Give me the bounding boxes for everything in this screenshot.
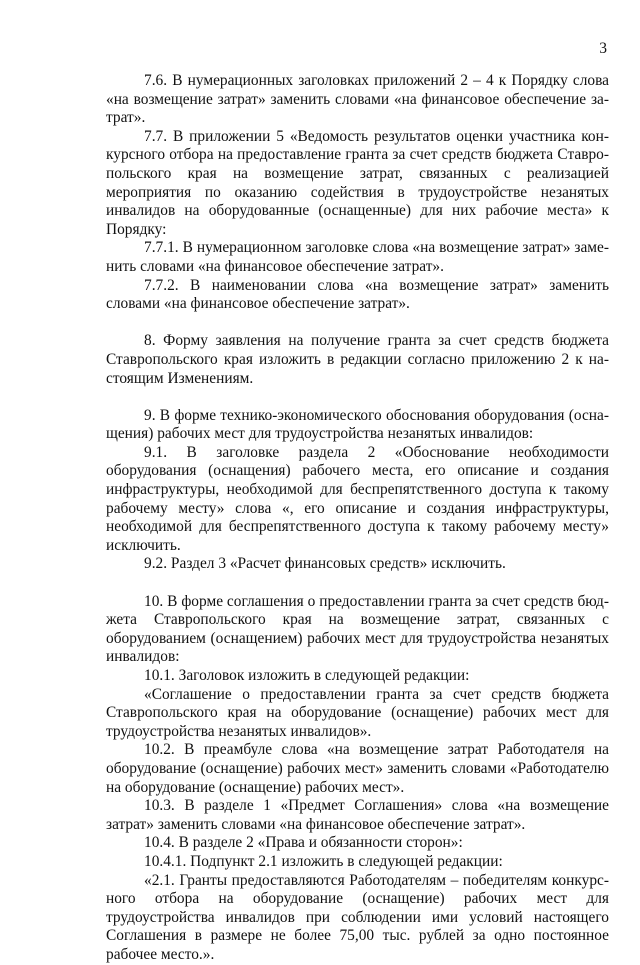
section-item-7 [106,72,609,314]
paragraph-10: 10. В форме соглашения о предоставлении гранта за счет средств бюджета Ставропольского края на возмещение затрат, связанных с оборудованием (оснащением) рабочих мест для трудоустройства незанятых инвалидов: [106,592,609,666]
paragraph-9-1: 9.1. В заголовке раздела 2 «Обоснование необходимости оборудования (оснащения) рабочего места, его описание и создания инфраструктуры, необходимой для беспрепятственного доступа к такому рабочему месту» слова «, его описание и создания инфраструктуры, необходимой для беспрепятственного доступа к такому рабочему месту» исключить. [106,443,609,554]
section-item-9 [106,407,609,574]
paragraph-8: 8. Форму заявления на получение гранта за счет средств бюджета Ставропольского края изложить в редакции согласно приложению 2 к настоящим Изменениям. [106,332,609,387]
paragraph-7-7: 7.7. В приложении 5 «Ведомость результатов оценки участника конкурсного отбора на предоставление гранта за счет средств бюджета Ставропольского края на возмещение затрат, связанных с реализацией мероприятия по оказанию содействия в трудоустройстве незанятых инвалидов на оборудованные (оснащенные) для них рабочие места» к Порядку: [106,127,609,238]
paragraph-9: 9. В форме технико-экономического обоснования оборудования (оснащения) рабочих мест для трудоустройства незанятых инвалидов: [106,406,609,443]
paragraph-10-4-1: 10.4.1. Подпункт 2.1 изложить в следующей редакции: [144,852,503,870]
paragraph-9-2: 9.2. Раздел 3 «Расчет финансовых средств» исключить. [144,555,506,573]
paragraph-10-3: 10.3. В разделе 1 «Предмет Соглашения» слова «на возмещение затрат» заменить словами «на финансовое обеспечение затрат». [106,797,609,833]
paragraph-10-2: 10.2. В преамбуле слова «на возмещение затрат Работодателя на оборудование (оснащение) рабочих мест» заменить словами «Работодателю на оборудование (оснащение) рабочих мест». [106,741,609,796]
paragraph-10-4-1-quote: «2.1. Гранты предоставляются Работодателям – победителям конкурсного отбора на оборудование (оснащение) рабочих мест для трудоустройства инвалидов при соблюдении ими условий настоящего Соглашения в размере не более 75,00 тыс. рублей за одно постоянное рабочее место.». [106,871,609,963]
section-item-10 [106,593,609,965]
paragraph-10-1: 10.1. Заголовок изложить в следующей редакции: [144,667,470,684]
paragraph-7-6: 7.6. В нумерационных заголовках приложений 2 – 4 к Порядку слова «на возмещение затрат» заменить словами «на финансовое обеспечение затрат». [106,72,609,127]
paragraph-7-7-2: 7.7.2. В наименовании слова «на возмещение затрат» заменить словами «на финансовое обеспечение затрат». [106,276,609,313]
section-item-8 [106,332,609,388]
section-spacer [106,574,609,593]
paragraph-10-4: 10.4. В разделе 2 «Права и обязанности сторон»: [144,834,463,852]
paragraph-10-1-quote: «Соглашение о предоставлении гранта за счет средств бюджета Ставропольского края на оборудование (оснащение) рабочих мест для трудоустройства незанятых инвалидов». [106,685,609,740]
document-body [106,72,609,965]
section-spacer [106,314,609,333]
paragraph-7-7-1: 7.7.1. В нумерационном заголовке слова «на возмещение затрат» заменить словами «на финансовое обеспечение затрат». [106,239,609,275]
section-spacer [106,388,609,407]
page-number: 3 [599,40,607,57]
